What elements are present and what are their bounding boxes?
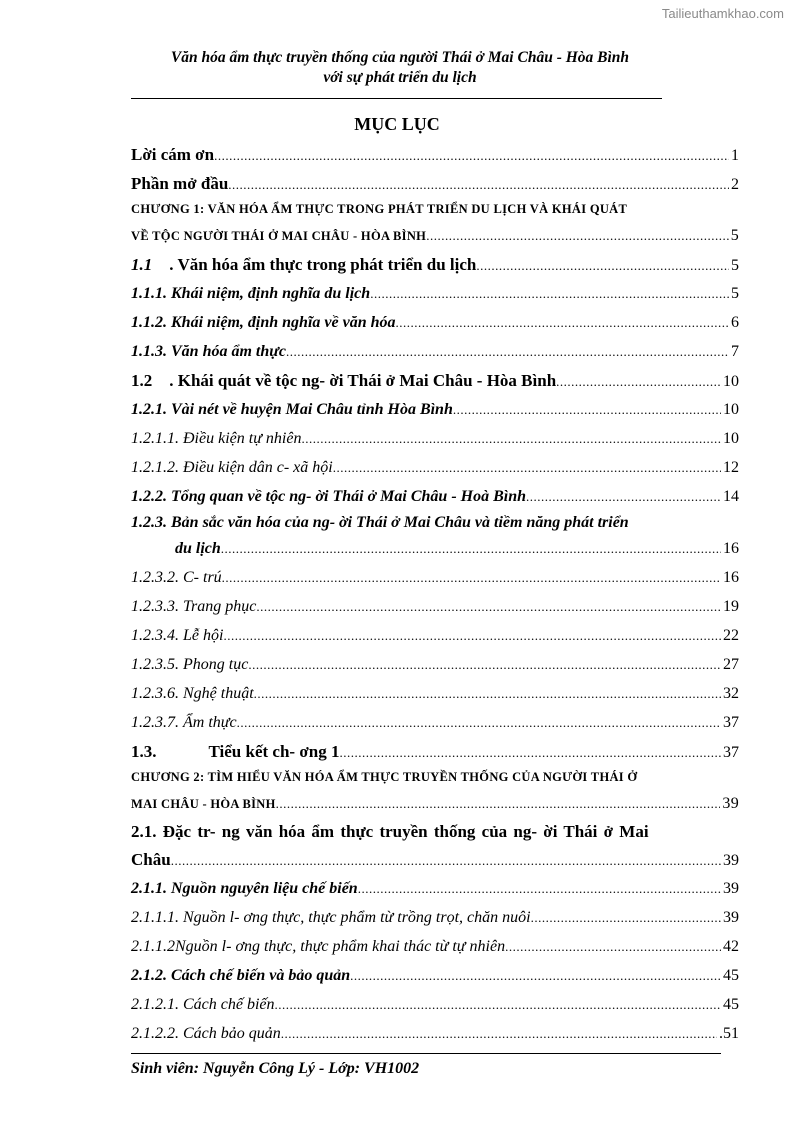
toc-page: 37 <box>723 714 739 731</box>
toc-page: 16 <box>723 540 739 557</box>
toc-leader <box>556 366 721 396</box>
toc-label <box>131 737 339 766</box>
toc-label-line-1: CHƯƠNG 2: TÌM HIỂU VĂN HÓA ẨM THỰC TRUYỀN THỐNG CỦA NGƯỜI THÁI Ở <box>131 770 638 784</box>
toc-leader <box>370 279 729 308</box>
toc-leader <box>350 961 721 990</box>
toc-leader <box>256 592 721 621</box>
toc-page: 5 <box>730 227 739 244</box>
toc-entry[interactable] <box>131 961 739 990</box>
toc-page: 10 <box>723 430 739 447</box>
toc-text: Tiểu kết ch- ơng 1 <box>208 742 340 761</box>
toc-leader <box>426 221 729 251</box>
toc-page: 14 <box>723 488 739 505</box>
toc-number: 1.1 <box>131 255 153 274</box>
toc-label: 1.2.3.7. Ẩm thực <box>131 714 237 731</box>
toc-label: 1.1.2. Khái niệm, định nghĩa về văn hóa <box>131 314 396 331</box>
toc-leader <box>476 250 729 280</box>
toc-entry[interactable] <box>131 279 739 308</box>
toc-entry[interactable] <box>131 424 739 453</box>
toc-leader <box>281 1019 717 1048</box>
toc-label: 1.2.3.6. Nghệ thuật <box>131 685 254 702</box>
toc-entry[interactable] <box>131 650 739 679</box>
toc-page: 19 <box>723 598 739 615</box>
toc-page: 39 <box>722 795 739 812</box>
toc-leader <box>531 903 721 932</box>
toc-page: 42 <box>723 938 739 955</box>
toc-page: 27 <box>723 656 739 673</box>
toc-label: 2.1.1.2Nguồn l- ơng thực, thực phẩm khai thác từ tự nhiên <box>131 938 506 955</box>
toc-label: 2.1.2.1. Cách chế biến <box>131 996 275 1013</box>
toc-text: . Khái quát về tộc ng- ời Thái ở Mai Châu - Hòa Bình <box>169 371 557 390</box>
toc-leader <box>286 337 729 366</box>
toc-entry[interactable] <box>131 453 739 482</box>
toc-page: 39 <box>723 852 739 869</box>
toc-label-line-1: 2.1. Đặc tr- ng văn hóa ẩm thực truyền thống của ng- ời Thái ở Mai <box>131 822 649 841</box>
toc-page: 32 <box>723 685 739 702</box>
toc-leader <box>396 308 730 337</box>
toc-label: Phần mở đầu <box>131 174 229 193</box>
toc-entry[interactable] <box>131 990 739 1019</box>
toc-page: 2 <box>731 176 739 193</box>
toc-label: 2.1.1.1. Nguồn l- ơng thực, thực phẩm từ trồng trọt, chăn nuôi <box>131 909 531 926</box>
toc-entry[interactable] <box>131 308 739 337</box>
toc-page: 39 <box>723 880 739 897</box>
toc-page: 22 <box>723 627 739 644</box>
header-line-1: Văn hóa ẩm thực truyền thống của người Thái ở Mai Châu - Hòa Bình <box>170 49 630 66</box>
toc-label <box>131 366 556 395</box>
toc-leader <box>171 845 721 875</box>
toc-entry[interactable] <box>131 563 739 592</box>
toc-leader <box>237 708 721 737</box>
toc-label: 1.2.3.3. Trang phục <box>131 598 257 615</box>
toc-label-line-1: 1.2.3. Bản sắc văn hóa của ng- ời Thái ở Mai Châu và tiềm năng phát triển <box>131 514 629 531</box>
toc-entry[interactable] <box>131 903 739 932</box>
toc-label: 1.2.1. Vài nét về huyện Mai Châu tỉnh Hòa Bình <box>131 401 453 418</box>
toc-entry[interactable] <box>131 366 739 395</box>
toc-page: 37 <box>723 744 739 761</box>
toc-entry[interactable] <box>131 395 739 424</box>
toc-leader <box>526 482 721 511</box>
page-title: MỤC LỤC <box>354 114 440 134</box>
toc-leader <box>221 534 721 563</box>
toc-leader <box>333 453 721 482</box>
toc-page: 5 <box>731 257 739 274</box>
toc-page: 39 <box>723 909 739 926</box>
toc-page: 10 <box>723 373 739 390</box>
toc-label: MAI CHÂU - HÒA BÌNH <box>131 797 276 811</box>
toc-entry[interactable] <box>131 932 739 961</box>
toc-label: Lời cám ơn <box>131 145 215 164</box>
toc-leader <box>228 169 729 199</box>
toc-label: 1.1.1. Khái niệm, định nghĩa du lịch <box>131 285 371 302</box>
toc-leader <box>214 140 729 170</box>
toc-label: 1.2.2. Tổng quan về tộc ng- ời Thái ở Mai Châu - Hoà Bình <box>131 488 527 505</box>
toc-page: 16 <box>723 569 739 586</box>
toc-label: 2.1.2. Cách chế biến và bảo quản <box>131 967 351 984</box>
toc-page: 10 <box>723 401 739 418</box>
toc-entry[interactable] <box>131 250 739 279</box>
toc-text: . Văn hóa ẩm thực trong phát triển du lịch <box>169 255 477 274</box>
toc-entry[interactable] <box>131 140 739 169</box>
toc-page: 5 <box>731 285 739 302</box>
toc-entry[interactable] <box>131 818 739 874</box>
running-header <box>100 48 700 88</box>
toc-leader <box>248 650 721 679</box>
toc-page: 12 <box>723 459 739 476</box>
toc-page: 7 <box>731 343 739 360</box>
footer-divider <box>131 1053 721 1054</box>
toc-label <box>131 250 476 279</box>
toc-leader <box>276 789 721 819</box>
toc-label: 1.2.1.2. Điều kiện dân c- xã hội <box>131 459 333 476</box>
toc-entry[interactable] <box>131 874 739 903</box>
header-line-2: với sự phát triển du lịch <box>323 69 477 86</box>
table-of-contents <box>131 140 739 1048</box>
toc-leader <box>223 621 721 650</box>
toc-page: 45 <box>723 967 739 984</box>
toc-label-line-1: CHƯƠNG 1: VĂN HÓA ẨM THỰC TRONG PHÁT TRIỂN DU LỊCH VÀ KHÁI QUÁT <box>131 202 628 216</box>
toc-label: Châu <box>131 850 171 869</box>
toc-label: 1.1.3. Văn hóa ẩm thực <box>131 343 286 360</box>
toc-page: 6 <box>731 314 739 331</box>
toc-leader <box>254 679 721 708</box>
toc-leader <box>222 563 721 592</box>
toc-leader <box>339 737 721 767</box>
toc-label: 1.2.3.4. Lễ hội <box>131 627 224 644</box>
toc-leader <box>301 424 721 453</box>
toc-entry[interactable] <box>131 1019 739 1048</box>
page-footer: Sinh viên: Nguyễn Công Lý - Lớp: VH1002 <box>131 1060 420 1077</box>
toc-entry[interactable] <box>131 708 739 737</box>
toc-entry[interactable] <box>131 482 739 511</box>
toc-entry[interactable] <box>131 621 739 650</box>
toc-leader <box>358 874 721 903</box>
toc-label: 2.1.1. Nguồn nguyên liệu chế biến <box>131 880 358 897</box>
toc-entry[interactable] <box>131 169 739 198</box>
toc-number: 1.3. <box>131 742 157 761</box>
toc-entry[interactable] <box>131 737 739 766</box>
toc-entry-chapter[interactable] <box>131 198 739 250</box>
toc-entry-chapter[interactable] <box>131 766 739 818</box>
watermark: Tailieuthamkhao.com <box>661 6 784 21</box>
toc-page: .51 <box>719 1025 739 1042</box>
toc-leader <box>453 395 721 424</box>
toc-number: 1.2 <box>131 371 153 390</box>
toc-label: 1.2.3.2. C- trú <box>131 569 222 586</box>
toc-label: du lịch <box>175 540 221 557</box>
toc-label: 1.2.1.1. Điều kiện tự nhiên <box>131 430 302 447</box>
toc-entry[interactable] <box>131 511 739 563</box>
toc-page: 1 <box>731 147 739 164</box>
header-divider <box>131 98 662 99</box>
toc-page: 45 <box>723 996 739 1013</box>
toc-leader <box>275 990 721 1019</box>
toc-label: 2.1.2.2. Cách bảo quản <box>131 1025 281 1042</box>
toc-entry[interactable] <box>131 679 739 708</box>
toc-label: VỀ TỘC NGƯỜI THÁI Ở MAI CHÂU - HÒA BÌNH <box>131 229 427 243</box>
toc-entry[interactable] <box>131 592 739 621</box>
toc-label: 1.2.3.5. Phong tục <box>131 656 249 673</box>
toc-leader <box>505 932 721 961</box>
toc-entry[interactable] <box>131 337 739 366</box>
